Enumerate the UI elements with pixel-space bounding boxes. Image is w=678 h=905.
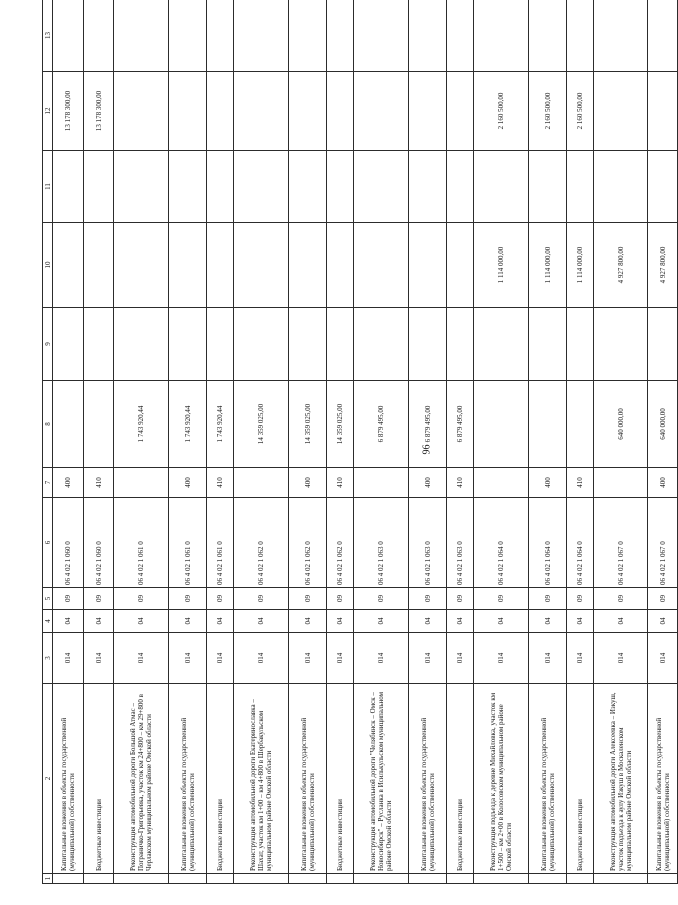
row-code-section: 04 — [84, 610, 114, 633]
row-code-subsection: 09 — [354, 588, 409, 610]
row-sum-col9 — [327, 308, 354, 381]
row-target-article: 06 4 02 1 062 0 — [327, 498, 354, 588]
row-sum-col10: 4 927 800,00 — [594, 223, 648, 308]
row-marker — [648, 874, 678, 884]
row-name: Бюджетные инвестиции — [84, 684, 114, 874]
row-sum-col11 — [84, 151, 114, 223]
row-sum-col12 — [289, 72, 327, 151]
row-name: Бюджетные инвестиции — [567, 684, 594, 874]
row-sum-col10: 4 927 800,00 — [648, 223, 678, 308]
table-row — [234, 0, 289, 884]
table-row — [84, 0, 114, 884]
row-sum-col11 — [594, 151, 648, 223]
row-sum-col12: 2 160 500,00 — [529, 72, 567, 151]
row-expense-type: 400 — [529, 468, 567, 498]
row-sum-col9 — [447, 308, 474, 381]
row-sum-col11 — [289, 151, 327, 223]
row-code-grbs: 014 — [648, 633, 678, 684]
row-marker — [409, 874, 447, 884]
row-code-grbs: 014 — [53, 633, 84, 684]
row-sum-col9 — [648, 308, 678, 381]
column-header-7: 7 — [43, 468, 53, 498]
row-marker — [327, 874, 354, 884]
row-name: Реконструкция подъезда к деревне Михайловка, участок км 1+500 – км 2+00 в Колосовском муниципальном районе Омской области — [474, 684, 529, 874]
row-target-article: 06 4 02 1 064 0 — [474, 498, 529, 588]
row-code-subsection: 09 — [447, 588, 474, 610]
row-target-article: 06 4 02 1 061 0 — [207, 498, 234, 588]
column-header-8: 8 — [43, 381, 53, 468]
row-sum-col8: 14 359 025,00 — [234, 381, 289, 468]
row-sum-col10 — [354, 223, 409, 308]
rotated-table-stage — [42, 0, 671, 884]
row-code-grbs: 014 — [474, 633, 529, 684]
row-sum-col10 — [447, 223, 474, 308]
row-marker — [114, 874, 169, 884]
row-target-article: 06 4 02 1 063 0 — [354, 498, 409, 588]
row-sum-col13 — [327, 0, 354, 72]
row-sum-col11 — [447, 151, 474, 223]
table-row — [354, 0, 409, 884]
row-code-section: 04 — [474, 610, 529, 633]
row-code-subsection: 09 — [84, 588, 114, 610]
row-expense-type — [114, 468, 169, 498]
row-code-section: 04 — [567, 610, 594, 633]
row-target-article: 06 4 02 1 063 0 — [447, 498, 474, 588]
table-row — [289, 0, 327, 884]
row-sum-col12 — [114, 72, 169, 151]
row-sum-col9 — [409, 308, 447, 381]
row-code-subsection: 09 — [53, 588, 84, 610]
row-code-grbs: 014 — [594, 633, 648, 684]
row-sum-col13 — [447, 0, 474, 72]
row-name: Капитальные вложения в объекты государственной (муниципальной) собственности — [648, 684, 678, 874]
row-sum-col10 — [409, 223, 447, 308]
row-sum-col10 — [84, 223, 114, 308]
row-expense-type: 410 — [207, 468, 234, 498]
row-code-subsection: 09 — [289, 588, 327, 610]
row-sum-col10: 1 114 000,00 — [529, 223, 567, 308]
row-sum-col11 — [409, 151, 447, 223]
row-sum-col11 — [354, 151, 409, 223]
row-sum-col10 — [234, 223, 289, 308]
row-expense-type: 400 — [289, 468, 327, 498]
row-code-subsection: 09 — [207, 588, 234, 610]
row-expense-type: 400 — [53, 468, 84, 498]
row-sum-col13 — [354, 0, 409, 72]
table-row — [53, 0, 84, 884]
row-code-subsection: 09 — [567, 588, 594, 610]
row-marker — [53, 874, 84, 884]
row-sum-col8 — [529, 381, 567, 468]
row-target-article: 06 4 02 1 062 0 — [289, 498, 327, 588]
row-code-grbs: 014 — [447, 633, 474, 684]
row-sum-col13 — [409, 0, 447, 72]
row-name: Бюджетные инвестиции — [327, 684, 354, 874]
row-target-article: 06 4 02 1 060 0 — [53, 498, 84, 588]
row-expense-type: 410 — [327, 468, 354, 498]
row-code-subsection: 09 — [169, 588, 207, 610]
row-target-article: 06 4 02 1 064 0 — [567, 498, 594, 588]
row-sum-col13 — [169, 0, 207, 72]
row-sum-col10 — [327, 223, 354, 308]
row-sum-col8: 1 743 920,44 — [169, 381, 207, 468]
row-sum-col8: 14 359 025,00 — [327, 381, 354, 468]
row-code-section: 04 — [529, 610, 567, 633]
row-code-grbs: 014 — [567, 633, 594, 684]
table-row — [169, 0, 207, 884]
row-sum-col9 — [207, 308, 234, 381]
row-target-article: 06 4 02 1 062 0 — [234, 498, 289, 588]
row-sum-col12 — [648, 72, 678, 151]
column-header-9: 9 — [43, 308, 53, 381]
row-sum-col8: 640 000,00 — [594, 381, 648, 468]
row-sum-col13 — [594, 0, 648, 72]
row-marker — [84, 874, 114, 884]
row-code-grbs: 014 — [327, 633, 354, 684]
table-row — [529, 0, 567, 884]
row-marker — [354, 874, 409, 884]
row-sum-col8 — [474, 381, 529, 468]
row-expense-type: 400 — [648, 468, 678, 498]
row-sum-col11 — [207, 151, 234, 223]
row-marker — [567, 874, 594, 884]
row-code-grbs: 014 — [169, 633, 207, 684]
column-header-1: 1 — [43, 874, 53, 884]
row-sum-col10 — [207, 223, 234, 308]
row-code-section: 04 — [354, 610, 409, 633]
row-sum-col10 — [289, 223, 327, 308]
row-code-section: 04 — [169, 610, 207, 633]
row-marker — [474, 874, 529, 884]
row-sum-col9 — [169, 308, 207, 381]
row-marker — [169, 874, 207, 884]
row-sum-col11 — [327, 151, 354, 223]
row-expense-type: 400 — [169, 468, 207, 498]
row-expense-type — [594, 468, 648, 498]
row-expense-type: 410 — [84, 468, 114, 498]
column-header-3: 3 — [43, 633, 53, 684]
row-code-grbs: 014 — [409, 633, 447, 684]
row-code-subsection: 09 — [594, 588, 648, 610]
row-code-grbs: 014 — [207, 633, 234, 684]
row-sum-col13 — [53, 0, 84, 72]
row-sum-col9 — [354, 308, 409, 381]
row-code-section: 04 — [327, 610, 354, 633]
row-sum-col9 — [53, 308, 84, 381]
row-sum-col13 — [474, 0, 529, 72]
row-target-article: 06 4 02 1 061 0 — [114, 498, 169, 588]
row-sum-col11 — [114, 151, 169, 223]
row-sum-col10 — [53, 223, 84, 308]
row-sum-col12 — [327, 72, 354, 151]
row-sum-col9 — [529, 308, 567, 381]
row-code-grbs: 014 — [354, 633, 409, 684]
row-sum-col9 — [114, 308, 169, 381]
budget-table — [42, 0, 678, 884]
row-expense-type: 400 — [409, 468, 447, 498]
row-sum-col13 — [567, 0, 594, 72]
row-sum-col12 — [169, 72, 207, 151]
table-row — [409, 0, 447, 884]
column-header-5: 5 — [43, 588, 53, 610]
row-expense-type: 410 — [567, 468, 594, 498]
row-sum-col9 — [474, 308, 529, 381]
row-code-subsection: 09 — [327, 588, 354, 610]
row-code-subsection: 09 — [114, 588, 169, 610]
row-target-article: 06 4 02 1 064 0 — [529, 498, 567, 588]
column-header-13: 13 — [43, 0, 53, 72]
row-marker — [207, 874, 234, 884]
row-marker — [289, 874, 327, 884]
row-sum-col8: 1 743 920,44 — [114, 381, 169, 468]
row-sum-col12 — [447, 72, 474, 151]
table-row — [648, 0, 678, 884]
row-marker — [529, 874, 567, 884]
row-sum-col10 — [169, 223, 207, 308]
row-sum-col13 — [84, 0, 114, 72]
table-row — [447, 0, 474, 884]
row-code-section: 04 — [409, 610, 447, 633]
row-sum-col9 — [84, 308, 114, 381]
row-name: Бюджетные инвестиции — [207, 684, 234, 874]
row-target-article: 06 4 02 1 063 0 — [409, 498, 447, 588]
row-target-article: 06 4 02 1 067 0 — [594, 498, 648, 588]
row-sum-col9 — [594, 308, 648, 381]
row-sum-col12 — [594, 72, 648, 151]
row-sum-col11 — [648, 151, 678, 223]
row-expense-type — [474, 468, 529, 498]
row-code-subsection: 09 — [234, 588, 289, 610]
row-code-section: 04 — [447, 610, 474, 633]
row-sum-col8 — [53, 381, 84, 468]
row-code-section: 04 — [207, 610, 234, 633]
row-sum-col12: 13 178 300,00 — [53, 72, 84, 151]
column-header-10: 10 — [43, 223, 53, 308]
row-code-section: 04 — [234, 610, 289, 633]
row-sum-col12 — [234, 72, 289, 151]
row-code-section: 04 — [594, 610, 648, 633]
row-sum-col9 — [234, 308, 289, 381]
row-marker — [594, 874, 648, 884]
row-name: Реконструкция автомобильной дороги "Челябинск – Омск – Новосибирск" – Русланка в Исилькульском муниципальном районе Омской области — [354, 684, 409, 874]
row-name: Капитальные вложения в объекты государственной (муниципальной) собственности — [53, 684, 84, 874]
row-code-grbs: 014 — [289, 633, 327, 684]
column-header-11: 11 — [43, 151, 53, 223]
row-code-section: 04 — [53, 610, 84, 633]
page-number: 96 — [421, 444, 433, 455]
row-sum-col12 — [409, 72, 447, 151]
row-sum-col8: 640 000,00 — [648, 381, 678, 468]
row-sum-col11 — [529, 151, 567, 223]
table-row — [327, 0, 354, 884]
row-sum-col13 — [234, 0, 289, 72]
row-target-article: 06 4 02 1 061 0 — [169, 498, 207, 588]
row-name: Реконструкция автомобильной дороги Большой Атмас – Пограничко-Григорьевка, участок км 24+800 – км 29+800 в Черлакском муниципальном районе Омской области — [114, 684, 169, 874]
table-body — [53, 0, 678, 884]
row-code-grbs: 014 — [84, 633, 114, 684]
row-code-subsection: 09 — [474, 588, 529, 610]
row-code-section: 04 — [289, 610, 327, 633]
row-sum-col9 — [567, 308, 594, 381]
column-header-12: 12 — [43, 72, 53, 151]
row-sum-col9 — [289, 308, 327, 381]
row-sum-col13 — [114, 0, 169, 72]
row-expense-type — [234, 468, 289, 498]
row-code-subsection: 09 — [648, 588, 678, 610]
row-sum-col10: 1 114 000,00 — [474, 223, 529, 308]
table-row — [207, 0, 234, 884]
row-code-subsection: 09 — [409, 588, 447, 610]
header-row — [43, 0, 53, 884]
row-expense-type — [354, 468, 409, 498]
row-sum-col12: 2 160 500,00 — [474, 72, 529, 151]
row-sum-col12: 13 178 300,00 — [84, 72, 114, 151]
row-name: Капитальные вложения в объекты государственной (муниципальной) собственности — [289, 684, 327, 874]
row-sum-col13 — [289, 0, 327, 72]
row-sum-col11 — [169, 151, 207, 223]
row-code-grbs: 014 — [529, 633, 567, 684]
row-code-section: 04 — [114, 610, 169, 633]
row-name: Капитальные вложения в объекты государственной (муниципальной) собственности — [169, 684, 207, 874]
row-sum-col12: 2 160 500,00 — [567, 72, 594, 151]
row-sum-col12 — [207, 72, 234, 151]
row-sum-col10 — [114, 223, 169, 308]
row-code-grbs: 014 — [234, 633, 289, 684]
table-row — [594, 0, 648, 884]
column-header-6: 6 — [43, 498, 53, 588]
row-sum-col13 — [529, 0, 567, 72]
row-sum-col11 — [474, 151, 529, 223]
row-marker — [234, 874, 289, 884]
row-sum-col8 — [84, 381, 114, 468]
table-row — [474, 0, 529, 884]
row-target-article: 06 4 02 1 067 0 — [648, 498, 678, 588]
row-sum-col11 — [53, 151, 84, 223]
row-sum-col12 — [354, 72, 409, 151]
row-name: Реконструкция автомобильной дороги Алексеевка – Изкуш, участок подъезда к аулу Изкуш в Москаленском муниципальном районе Омской области — [594, 684, 648, 874]
table-row — [567, 0, 594, 884]
table-row — [114, 0, 169, 884]
row-name: Капитальные вложения в объекты государственной (муниципальной) собственности — [529, 684, 567, 874]
column-header-4: 4 — [43, 610, 53, 633]
row-name: Реконструкция автомобильной дороги Екатеринославка – Шахат, участок км 1+00 – км 4+800 в Шербакульском муниципальном районе Омской области — [234, 684, 289, 874]
row-sum-col8: 6 879 495,00 — [447, 381, 474, 468]
row-sum-col8: 14 359 025,00 — [289, 381, 327, 468]
row-sum-col13 — [207, 0, 234, 72]
row-sum-col11 — [567, 151, 594, 223]
row-sum-col13 — [648, 0, 678, 72]
row-expense-type: 410 — [447, 468, 474, 498]
row-sum-col8 — [567, 381, 594, 468]
row-code-subsection: 09 — [529, 588, 567, 610]
row-sum-col11 — [234, 151, 289, 223]
row-target-article: 06 4 02 1 060 0 — [84, 498, 114, 588]
row-name: Капитальные вложения в объекты государственной (муниципальной) собственности — [409, 684, 447, 874]
column-header-2: 2 — [43, 684, 53, 874]
row-sum-col8: 6 879 495,00 — [354, 381, 409, 468]
row-marker — [447, 874, 474, 884]
row-sum-col8: 1 743 920,44 — [207, 381, 234, 468]
row-sum-col8: 6 879 495,00 — [409, 381, 447, 468]
row-sum-col10: 1 114 000,00 — [567, 223, 594, 308]
row-code-grbs: 014 — [114, 633, 169, 684]
row-code-section: 04 — [648, 610, 678, 633]
row-name: Бюджетные инвестиции — [447, 684, 474, 874]
